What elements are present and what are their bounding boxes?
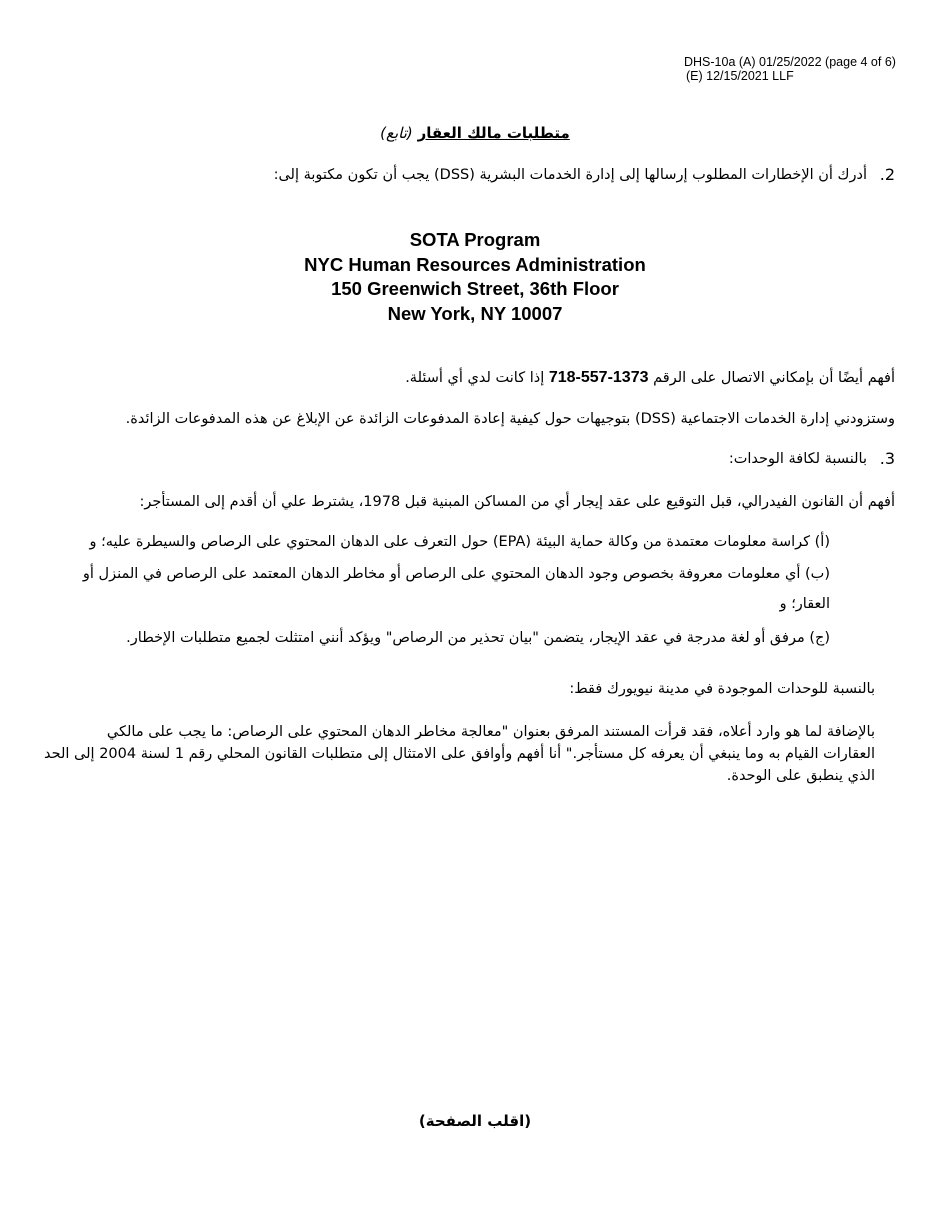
section-title-suffix: (تابع)	[380, 124, 413, 142]
form-code-line1: DHS-10a (A) 01/25/2022 (page 4 of 6)	[684, 55, 896, 69]
section-title	[0, 122, 950, 144]
section-title-main: متطلبات مالك العقار	[417, 124, 570, 142]
item-2	[150, 164, 895, 186]
address-line-3: 150 Greenwich Street, 36th Floor	[331, 278, 619, 299]
phone-text-before: أفهم أيضًا أن بإمكاني الاتصال على الرقم	[653, 370, 895, 386]
sub-item-c: (ج) مرفق أو لغة مدرجة في عقد الإيجار، يتضمن "بيان تحذير من الرصاص" ويؤكد أنني امتثلت لجميع متطلبات الإخطار.	[126, 630, 830, 646]
phone-paragraph	[150, 367, 895, 389]
address-line-1: SOTA Program	[409, 229, 541, 250]
sub-item-a: (أ) كراسة معلومات معتمدة من وكالة حماية البيئة (EPA) حول التعرف على الدهان المحتوي على الرصاص والسيطرة عليه؛ و	[89, 534, 830, 550]
mailing-address	[0, 228, 950, 326]
sub-item-b	[40, 563, 830, 615]
form-code-line2: (E) 12/15/2021 LLF	[686, 69, 794, 83]
item-3-number: 3.	[879, 449, 895, 468]
address-line-4: New York, NY 10007	[387, 302, 563, 324]
turn-page-note: (اقلب الصفحة)	[418, 1112, 532, 1130]
item-2-number: 2.	[879, 165, 895, 184]
nyc-paragraph-line1: بالإضافة لما هو وارد أعلاه، فقد قرأت المستند المرفق بعنوان "معالجة مخاطر الدهان المحتوي على الرصاص: ما يجب على مالكي	[106, 724, 875, 740]
phone-text-after: إذا كانت لدي أي أسئلة.	[405, 370, 545, 386]
nyc-paragraph-line3: الذي ينطبق على الوحدة.	[726, 768, 875, 784]
address-line-2: NYC Human Resources Administration	[304, 253, 646, 275]
sub-item-b-line1: (ب) أي معلومات معروفة بخصوص وجود الدهان المحتوي على الرصاص أو مخاطر الدهان المعتمد على الرصاص في المنزل أو	[82, 566, 830, 582]
nyc-paragraph	[40, 721, 875, 787]
item-3-text: بالنسبة لكافة الوحدات:	[728, 451, 867, 467]
sub-item-b-line2: العقار؛ و	[779, 596, 830, 612]
federal-law-paragraph: أفهم أن القانون الفيدرالي، قبل التوقيع على عقد إيجار أي من المساكن المبنية قبل 1978، يشترط علي أن أقدم إلى المستأجر:	[139, 494, 895, 510]
form-header	[684, 55, 924, 83]
item-3	[500, 448, 895, 470]
nyc-heading: بالنسبة للوحدات الموجودة في مدينة نيويورك فقط:	[569, 681, 875, 697]
nyc-paragraph-line2: العقارات القيام به وما ينبغي أن يعرفه كل مستأجر." أنا أفهم وأوافق على الامتثال إلى متطلبات القانون المحلي رقم 1 لسنة 2004 إلى الحد	[44, 746, 875, 762]
item-2-text: أدرك أن الإخطارات المطلوب إرسالها إلى إدارة الخدمات البشرية (DSS) يجب أن تكون مكتوبة إلى:	[273, 167, 867, 183]
dss-paragraph: وستزودني إدارة الخدمات الاجتماعية (DSS) بتوجيهات حول كيفية إعادة المدفوعات الزائدة عن الإبلاغ عن هذه المدفوعات الزائدة.	[125, 411, 895, 427]
phone-number: 718-557-1373	[548, 369, 649, 386]
